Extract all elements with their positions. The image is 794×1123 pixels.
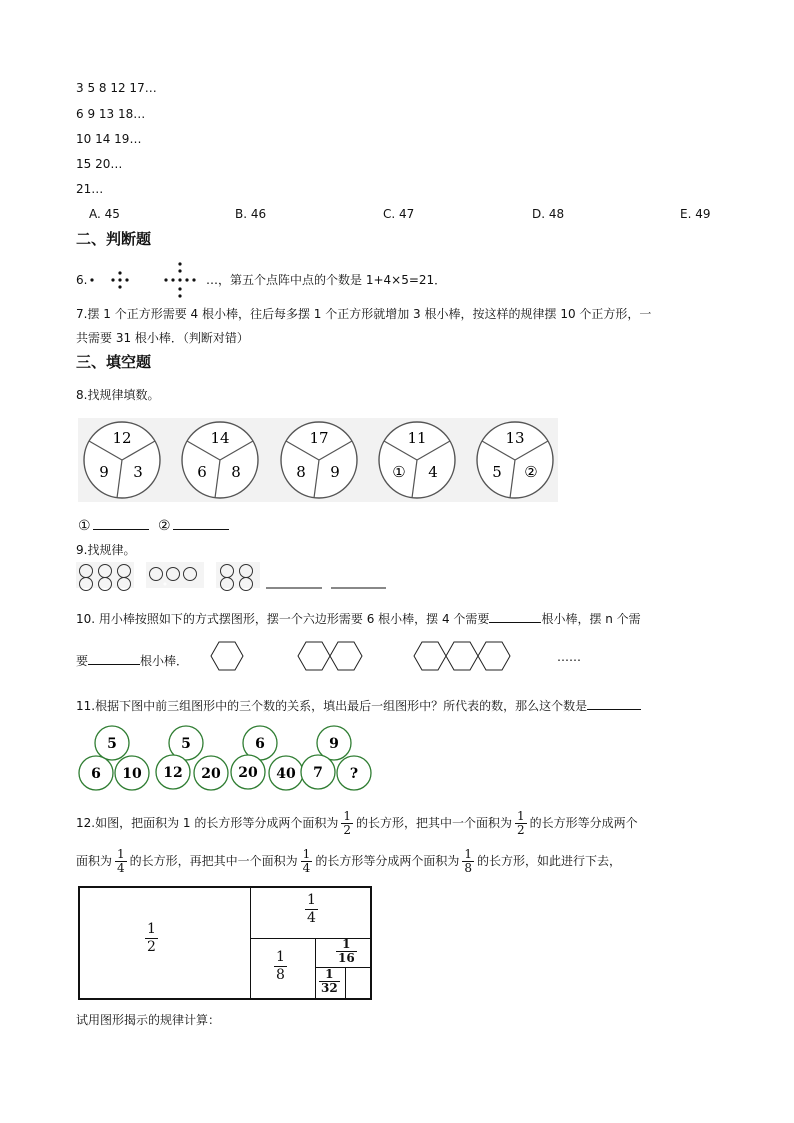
fraction-label-half [145, 921, 158, 956]
circle-left-number: ① [392, 463, 406, 481]
fraction-num: 1 [342, 937, 351, 951]
q6-statement: ，第五个点阵中点的个数是 1+4×5=21． [218, 273, 447, 287]
thirtysecond-region [316, 968, 346, 998]
fraction-quarter [301, 848, 313, 875]
q12-text-3: 的长方形等分成两个 [529, 816, 638, 830]
q12-line-1 [76, 810, 638, 837]
circle-right-number: 4 [428, 463, 438, 481]
circle-top-number: 11 [407, 429, 427, 447]
divided-circle [84, 422, 160, 498]
q12-text-4: 面积为 [76, 854, 113, 868]
circle-top-number: 13 [505, 429, 525, 447]
option-e[interactable]: E. 49 [680, 207, 711, 221]
q12-text-6: 的长方形等分成两个面积为 [315, 854, 460, 868]
section-title-fill-in: 三、填空题 [76, 353, 152, 371]
q8-answer-line-2[interactable] [173, 517, 229, 530]
circle-number: 10 [122, 766, 142, 782]
q7-line-1: 7.摆 1 个正方形需要 4 根小棒，往后每多摆 1 个正方形就增加 3 根小棒，按这样的规律摆 10 个正方形，一 [76, 307, 652, 321]
q6-number: 6. [76, 273, 88, 287]
fraction-quarter [115, 848, 127, 875]
hexagon-figures [206, 640, 536, 676]
circle-left-number: 5 [492, 463, 502, 481]
fraction-eighth [462, 848, 474, 875]
divided-circle [477, 422, 553, 498]
q10-text-1: 10. 用小棒按照如下的方式摆图形，摆一个六边形需要 6 根小棒，摆 4 个需要 [76, 612, 490, 626]
fraction-num: 1 [464, 847, 472, 861]
q11-question: 11.根据下图中前三组图形中的三个数的关系，填出最后一组图形中？所代表的数，那么这个数是 [76, 699, 588, 713]
q9-title: 9.找规律。 [76, 543, 136, 557]
q7-line-2: 共需要 31 根小棒．（判断对错） [76, 331, 249, 345]
fraction-den: 2 [147, 939, 156, 955]
fraction-den: 8 [464, 861, 472, 875]
fraction-num: 1 [147, 921, 156, 937]
q10-dots: …… [557, 650, 581, 664]
circle-number: 12 [163, 765, 183, 781]
circle-number: 5 [181, 736, 191, 752]
circle-right-number: ② [524, 463, 538, 481]
option-a[interactable]: A. 45 [89, 207, 120, 221]
q8-blank-2[interactable] [158, 517, 229, 533]
fraction-den: 32 [321, 981, 338, 995]
number-circle-group [231, 726, 303, 790]
divided-circle [182, 422, 258, 498]
option-d[interactable]: D. 48 [532, 207, 565, 221]
fraction-label-quarter [305, 892, 318, 927]
circle-left-number: 6 [197, 463, 207, 481]
circle-number: 20 [201, 766, 221, 782]
circle-number: 6 [91, 766, 101, 782]
fraction-label-thirtysecond [319, 968, 340, 995]
circle-left-number: 8 [296, 463, 306, 481]
q6-text [206, 273, 446, 287]
dot-pattern-figure [86, 262, 206, 302]
q8-blank-2-label: ② [158, 518, 171, 534]
circle-number: 5 [107, 736, 117, 752]
circle-number: 7 [313, 765, 323, 781]
fraction-num: 1 [343, 809, 351, 823]
circle-right-number: 9 [330, 463, 340, 481]
number-circle-group [79, 726, 149, 790]
half-region [80, 888, 251, 998]
q11-text [76, 697, 641, 713]
fraction-num: 1 [307, 892, 316, 908]
q10-text-2: 根小棒，摆 n 个需 [541, 612, 641, 626]
subdivided-rectangle-figure [78, 886, 372, 1000]
q8-circles-figure [78, 418, 558, 502]
q6-ellipsis: … [206, 273, 218, 287]
q10-line-2 [76, 652, 188, 668]
q8-title: 8.找规律填数。 [76, 388, 160, 402]
fraction-den: 2 [517, 823, 525, 837]
sixteenth-region [316, 939, 370, 968]
fraction-num: 1 [276, 949, 285, 965]
circle-number: 20 [238, 765, 258, 781]
divided-circle [281, 422, 357, 498]
sequence-row-5: 21… [76, 182, 104, 196]
number-circle-group [301, 726, 371, 790]
fraction-den: 4 [302, 861, 311, 875]
q12-line-2 [76, 848, 621, 875]
sequence-row-4: 15 20… [76, 157, 123, 171]
q12-text-5: 的长方形，再把其中一个面积为 [129, 854, 298, 868]
circle-top-number: 17 [309, 429, 329, 447]
option-c[interactable]: C. 47 [383, 207, 415, 221]
q11-answer-blank[interactable] [587, 697, 641, 710]
q8-answer-line-1[interactable] [93, 517, 149, 530]
fraction-num: 1 [302, 847, 311, 861]
q11-circle-groups-figure [78, 724, 378, 794]
divided-circle [379, 422, 455, 498]
q8-blank-1[interactable] [78, 517, 149, 533]
q10-answer-blank-1[interactable] [489, 610, 541, 623]
fraction-num: 1 [117, 847, 125, 861]
circle-right-number: 8 [231, 463, 241, 481]
circle-right-number: 3 [133, 463, 143, 481]
fraction-den: 4 [307, 910, 316, 926]
sequence-row-1: 3 5 8 12 17… [76, 81, 157, 95]
q10-text-3: 要 [76, 654, 89, 668]
option-b[interactable]: B. 46 [235, 207, 267, 221]
fraction-den: 16 [338, 951, 355, 965]
fraction-den: 4 [117, 861, 125, 875]
fraction-half [515, 810, 527, 837]
circle-left-number: 9 [99, 463, 109, 481]
circle-top-number: 12 [112, 429, 132, 447]
number-circle-group [156, 726, 228, 790]
section-title-judgment: 二、判断题 [76, 230, 152, 248]
eighth-region [251, 939, 316, 998]
fraction-num: 1 [517, 809, 525, 823]
circle-top-number: 14 [210, 429, 230, 447]
fraction-label-sixteenth [336, 938, 357, 965]
q12-text-2: 的长方形，把其中一个面积为 [356, 816, 513, 830]
circle-number: 40 [276, 766, 296, 782]
q9-circle-groups-figure [76, 562, 396, 590]
sequence-row-3: 10 14 19… [76, 132, 142, 146]
quarter-region [251, 888, 370, 939]
fraction-den: 2 [343, 823, 351, 837]
q12-footer: 试用图形揭示的规律计算： [76, 1013, 221, 1027]
fraction-den: 8 [276, 967, 285, 983]
sequence-row-2: 6 9 13 18… [76, 107, 146, 121]
circle-number: 9 [329, 736, 339, 752]
q12-text-7: 的长方形，如此进行下去， [476, 854, 621, 868]
q10-text-4: 根小棒． [140, 654, 189, 668]
fraction-label-eighth [274, 949, 287, 984]
q10-answer-blank-2[interactable] [88, 652, 140, 665]
q10-line-1 [76, 610, 641, 626]
fraction-num: 1 [325, 967, 334, 981]
q8-blank-1-label: ① [78, 518, 91, 534]
fraction-half [341, 810, 353, 837]
circle-number: 6 [255, 736, 265, 752]
circle-number: ? [349, 766, 359, 782]
q12-text-1: 12.如图，把面积为 1 的长方形等分成两个面积为 [76, 816, 339, 830]
